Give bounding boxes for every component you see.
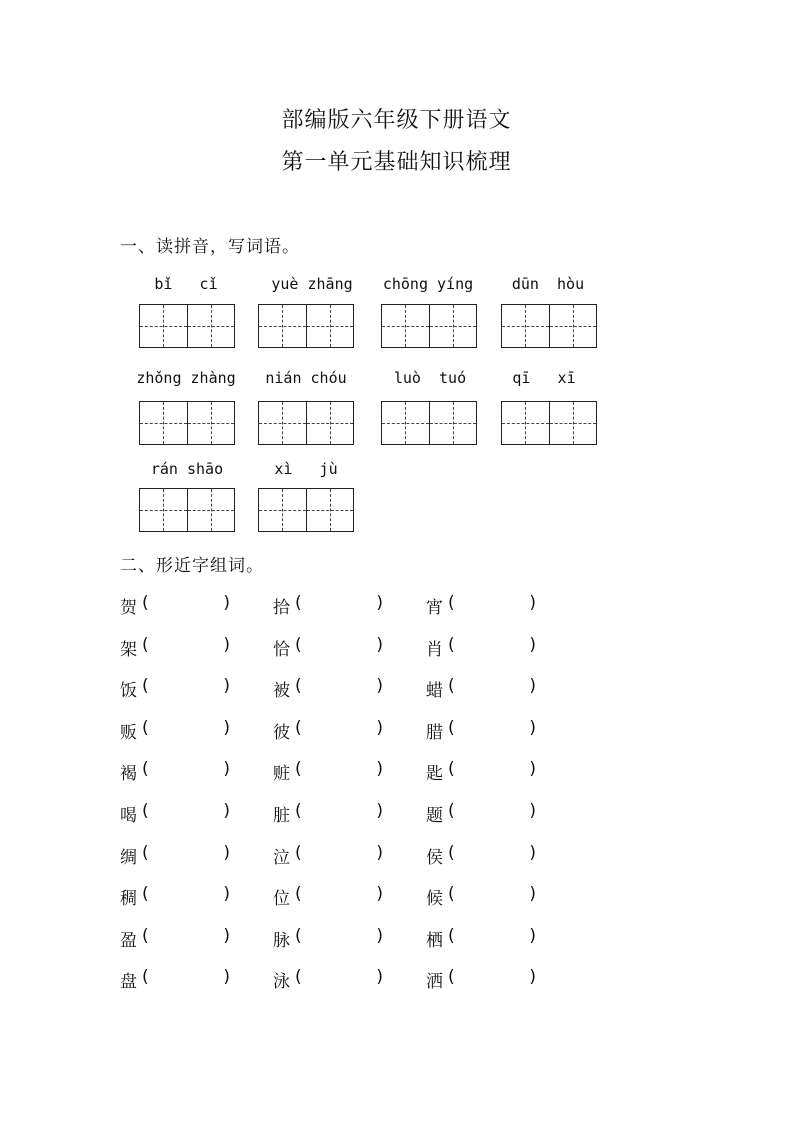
open-paren: ( (448, 759, 455, 780)
writing-cell[interactable] (258, 401, 307, 445)
open-paren: ( (142, 884, 149, 905)
open-paren: ( (295, 759, 302, 780)
close-paren: ) (223, 884, 230, 905)
writing-cell[interactable] (501, 304, 550, 348)
character-label: 饭 (120, 681, 137, 702)
word-group-item[interactable] (426, 593, 536, 618)
close-paren: ) (529, 801, 536, 821)
character-label: 侯 (426, 847, 443, 868)
writing-cell[interactable] (381, 304, 430, 348)
writing-cell[interactable] (430, 401, 478, 445)
writing-cell[interactable] (188, 401, 236, 445)
close-paren: ) (529, 593, 536, 613)
writing-box-pair[interactable] (258, 304, 354, 348)
word-group-item[interactable] (273, 718, 383, 743)
close-paren: ) (529, 884, 536, 905)
close-paren: ) (376, 676, 383, 697)
writing-box-pair[interactable] (258, 488, 354, 532)
close-paren: ) (223, 801, 230, 821)
open-paren: ( (295, 676, 302, 697)
word-group-item[interactable] (426, 926, 536, 951)
writing-box-pair[interactable] (381, 401, 477, 445)
character-label: 盘 (120, 972, 137, 993)
word-group-item[interactable] (426, 676, 536, 701)
close-paren: ) (529, 717, 536, 738)
close-paren: ) (376, 634, 383, 655)
pinyin-label: chōng yíng (382, 275, 474, 293)
close-paren: ) (376, 884, 383, 905)
writing-cell[interactable] (307, 304, 355, 348)
word-group-item[interactable] (120, 843, 230, 868)
word-group-item[interactable] (426, 718, 536, 743)
writing-cell[interactable] (139, 488, 188, 532)
character-label: 腊 (426, 722, 443, 743)
character-label: 恰 (273, 639, 290, 660)
section2-heading: 二、形近字组词。 (120, 556, 264, 576)
word-group-item[interactable] (426, 635, 536, 660)
close-paren: ) (376, 842, 383, 863)
writing-cell[interactable] (188, 488, 236, 532)
close-paren: ) (223, 717, 230, 738)
open-paren: ( (142, 759, 149, 780)
open-paren: ( (295, 884, 302, 905)
writing-cell[interactable] (258, 304, 307, 348)
word-group-item[interactable] (120, 676, 230, 701)
close-paren: ) (376, 801, 383, 821)
close-paren: ) (223, 593, 230, 613)
open-paren: ( (448, 842, 455, 863)
character-label: 泣 (273, 847, 290, 868)
character-label: 赃 (273, 764, 290, 785)
word-group-item[interactable] (273, 884, 383, 909)
writing-cell[interactable] (550, 401, 598, 445)
open-paren: ( (142, 967, 149, 988)
close-paren: ) (223, 925, 230, 946)
open-paren: ( (448, 634, 455, 655)
word-group-item[interactable] (273, 676, 383, 701)
writing-box-pair[interactable] (139, 488, 235, 532)
word-group-item[interactable] (120, 801, 230, 826)
word-group-item[interactable] (273, 801, 383, 826)
writing-cell[interactable] (139, 304, 188, 348)
close-paren: ) (376, 717, 383, 738)
writing-cell[interactable] (307, 401, 355, 445)
page-title-line1: 部编版六年级下册语文 (281, 108, 512, 133)
character-label: 贺 (120, 598, 137, 618)
open-paren: ( (142, 842, 149, 863)
character-label: 匙 (426, 764, 443, 785)
close-paren: ) (529, 842, 536, 863)
word-group-item[interactable] (273, 593, 383, 618)
pinyin-label: xì jù (274, 460, 338, 478)
open-paren: ( (295, 593, 302, 613)
close-paren: ) (223, 967, 230, 988)
word-group-item[interactable] (273, 843, 383, 868)
pinyin-label: dūn hòu (511, 275, 585, 293)
character-label: 题 (426, 806, 443, 826)
character-label: 稠 (120, 889, 137, 910)
open-paren: ( (295, 717, 302, 738)
word-group-item[interactable] (426, 759, 536, 784)
character-label: 脉 (273, 930, 290, 951)
close-paren: ) (529, 925, 536, 946)
open-paren: ( (142, 676, 149, 697)
character-label: 肖 (426, 639, 443, 660)
character-label: 宵 (426, 598, 443, 618)
open-paren: ( (295, 967, 302, 988)
close-paren: ) (376, 967, 383, 988)
writing-box-pair[interactable] (501, 304, 597, 348)
word-group-item[interactable] (120, 884, 230, 909)
section1-heading: 一、读拼音，写词语。 (120, 237, 300, 257)
writing-box-pair[interactable] (381, 304, 477, 348)
word-group-item[interactable] (426, 801, 536, 826)
word-group-item[interactable] (273, 759, 383, 784)
word-group-item[interactable] (426, 967, 536, 992)
writing-cell[interactable] (430, 304, 478, 348)
open-paren: ( (295, 801, 302, 821)
open-paren: ( (142, 717, 149, 738)
word-group-item[interactable] (273, 635, 383, 660)
page-title-line2: 第一单元基础知识梳理 (281, 150, 512, 175)
writing-cell[interactable] (307, 488, 355, 532)
writing-box-pair[interactable] (501, 401, 597, 445)
close-paren: ) (376, 593, 383, 613)
writing-box-pair[interactable] (139, 304, 235, 348)
close-paren: ) (376, 759, 383, 780)
open-paren: ( (295, 925, 302, 946)
word-group-item[interactable] (120, 967, 230, 992)
open-paren: ( (448, 676, 455, 697)
open-paren: ( (142, 925, 149, 946)
word-group-item[interactable] (426, 884, 536, 909)
writing-cell[interactable] (550, 304, 598, 348)
pinyin-label: bǐ cǐ (154, 275, 218, 293)
close-paren: ) (529, 676, 536, 697)
word-group-item[interactable] (120, 635, 230, 660)
word-group-item[interactable] (426, 843, 536, 868)
pinyin-label: nián chóu (265, 369, 347, 387)
pinyin-label: yuè zhāng (271, 275, 353, 293)
character-label: 彼 (273, 722, 290, 743)
writing-cell[interactable] (258, 488, 307, 532)
character-label: 贩 (120, 722, 137, 743)
open-paren: ( (448, 801, 455, 821)
close-paren: ) (529, 967, 536, 988)
open-paren: ( (142, 593, 149, 613)
pinyin-label: luò tuó (393, 369, 467, 387)
close-paren: ) (223, 759, 230, 780)
open-paren: ( (295, 842, 302, 863)
character-label: 泳 (273, 972, 290, 993)
open-paren: ( (448, 593, 455, 613)
character-label: 褐 (120, 764, 137, 785)
open-paren: ( (448, 925, 455, 946)
word-group-item[interactable] (120, 759, 230, 784)
open-paren: ( (448, 717, 455, 738)
character-label: 架 (120, 639, 137, 660)
open-paren: ( (448, 967, 455, 988)
writing-box-pair[interactable] (258, 401, 354, 445)
open-paren: ( (142, 801, 149, 821)
character-label: 栖 (426, 930, 443, 951)
character-label: 洒 (426, 972, 443, 993)
character-label: 盈 (120, 930, 137, 951)
pinyin-label: rán shāo (150, 460, 224, 478)
character-label: 被 (273, 681, 290, 702)
close-paren: ) (529, 634, 536, 655)
close-paren: ) (223, 634, 230, 655)
character-label: 蜡 (426, 681, 443, 702)
writing-cell[interactable] (188, 304, 236, 348)
close-paren: ) (223, 842, 230, 863)
word-group-item[interactable] (120, 593, 230, 618)
character-label: 位 (273, 889, 290, 910)
open-paren: ( (448, 884, 455, 905)
character-label: 绸 (120, 847, 137, 868)
writing-cell[interactable] (501, 401, 550, 445)
writing-cell[interactable] (139, 401, 188, 445)
writing-box-pair[interactable] (139, 401, 235, 445)
close-paren: ) (376, 925, 383, 946)
close-paren: ) (529, 759, 536, 780)
open-paren: ( (295, 634, 302, 655)
word-group-item[interactable] (273, 967, 383, 992)
word-group-item[interactable] (120, 926, 230, 951)
character-label: 拾 (273, 598, 290, 618)
open-paren: ( (142, 634, 149, 655)
word-group-item[interactable] (120, 718, 230, 743)
character-label: 喝 (120, 806, 137, 826)
writing-cell[interactable] (381, 401, 430, 445)
pinyin-label: qī xī (512, 369, 576, 387)
pinyin-label: zhǒng zhàng (136, 369, 236, 387)
character-label: 候 (426, 889, 443, 910)
word-group-item[interactable] (273, 926, 383, 951)
character-label: 脏 (273, 806, 290, 826)
close-paren: ) (223, 676, 230, 697)
